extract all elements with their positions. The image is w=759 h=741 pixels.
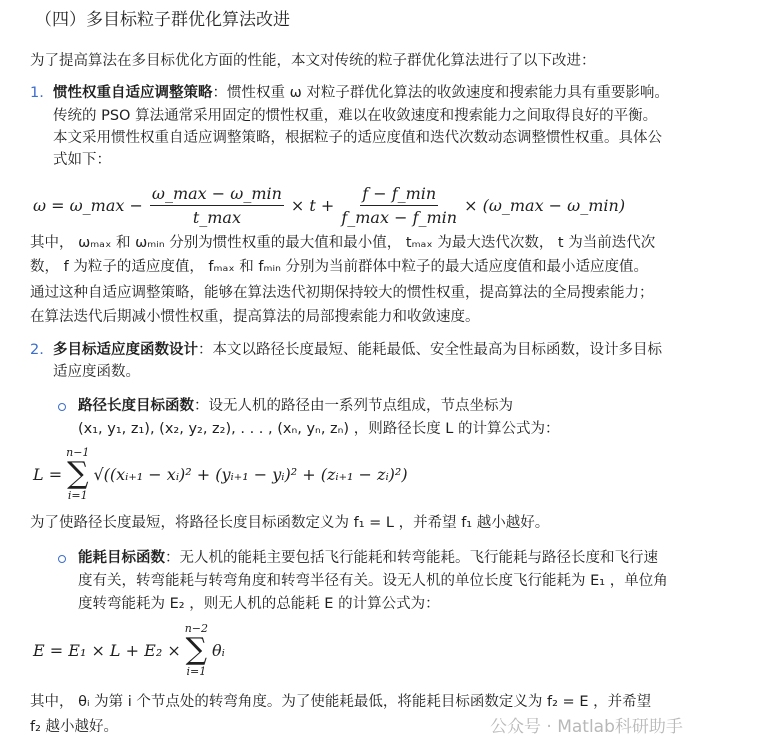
sum-lower: i=1	[186, 665, 207, 678]
denominator: f_max − f_min	[341, 208, 458, 227]
intro-text: 为了提高算法在多目标优化方面的性能，本文对传统的粒子群优化算法进行了以下改进：	[30, 53, 596, 69]
item1-line: 传统的 PSO 算法通常采用固定的惯性权重，难以在收敛速度和搜索能力之间取得良好的平衡。	[53, 108, 658, 124]
sub1-label: 路径长度目标函数	[78, 398, 194, 414]
list-number-2: 2.	[30, 342, 44, 358]
sub2-line: 度转弯能耗为 E₂ ，则无人机的总能耗 E 的计算公式为：	[78, 596, 440, 612]
formula-part: θᵢ	[212, 640, 225, 660]
numerator: ω_max − ω_min	[150, 184, 284, 206]
sub2-text: ：无人机的能耗主要包括飞行能耗和转弯能耗。飞行能耗与路径长度和飞行速	[165, 550, 658, 566]
item1-line	[53, 82, 669, 104]
item2-label: 多目标适应度函数设计	[53, 342, 198, 358]
formula-part: L =	[33, 464, 63, 484]
formula-part: √((xᵢ₊₁ − xᵢ)² + (yᵢ₊₁ − yᵢ)² + (zᵢ₊₁ − zᵢ)²)	[93, 464, 408, 484]
sum-symbol: n−1 ∑ i=1	[66, 446, 90, 502]
para1-line: 数， f 为粒子的适应度值， fₘₐₓ 和 fₘᵢₙ 分别为当前群体中粒子的最大适应度值和最小适应度值。	[30, 259, 649, 275]
numerator: f − f_min	[360, 184, 438, 206]
sub1-line: (x₁, y₁, z₁), (x₂, y₂, z₂), . . . , (xₙ, yₙ, zₙ) ，则路径长度 L 的计算公式为：	[78, 421, 560, 437]
sub2-line: 度有关，转弯能耗与转弯角度和转弯半径有关。设无人机的单位长度飞行能耗为 E₁ ，单位角	[78, 573, 668, 589]
sum-upper: n−1	[66, 446, 90, 459]
section-title: （四）多目标粒子群优化算法改进	[35, 10, 290, 30]
formula-part: ω = ω_max −	[33, 196, 143, 215]
fraction	[150, 184, 284, 227]
bullet-icon	[58, 555, 66, 563]
formula-part: × (ω_max − ω_min)	[464, 196, 626, 215]
item2-line	[53, 339, 662, 361]
formula-inertia-weight	[33, 184, 625, 227]
item1-line: 式如下：	[53, 152, 111, 168]
item2-text: ：本文以路径长度最短、能耗最低、安全性最高为目标函数，设计多目标	[198, 342, 662, 358]
denominator: t_max	[192, 208, 241, 227]
sub1-text: ：设无人机的路径由一系列节点组成，节点坐标为	[194, 398, 513, 414]
para3-line: f₂ 越小越好。	[30, 719, 119, 735]
para3-line: 其中， θᵢ 为第 i 个节点处的转弯角度。为了使能耗最低，将能耗目标函数定义为 f₂ = E ，并希望	[30, 694, 652, 710]
formula-path-length	[33, 446, 408, 502]
item2-line: 适应度函数。	[53, 364, 140, 380]
list-number-1: 1.	[30, 85, 44, 101]
formula-energy	[33, 622, 225, 678]
sub2-line	[78, 547, 658, 569]
item1-line: 本文采用惯性权重自适应调整策略，根据粒子的适应度值和迭代次数动态调整惯性权重。具体公	[53, 130, 662, 146]
para1-line: 在算法迭代后期减小惯性权重，提高算法的局部搜索能力和收敛速度。	[30, 309, 480, 325]
formula-part: E = E₁ × L + E₂ ×	[33, 640, 181, 660]
sum-upper: n−2	[184, 622, 209, 635]
sum-lower: i=1	[67, 489, 88, 502]
para2: 为了使路径长度最短，将路径长度目标函数定义为 f₁ = L ，并希望 f₁ 越小越好。	[30, 515, 550, 531]
sum-symbol: n−2 ∑ i=1	[184, 622, 209, 678]
item1-text: ：惯性权重 ω 对粒子群优化算法的收敛速度和搜索能力具有重要影响。	[212, 85, 669, 101]
para1-line: 通过这种自适应调整策略，能够在算法迭代初期保持较大的惯性权重，提高算法的全局搜索能力；	[30, 285, 654, 301]
sub1-line	[78, 395, 513, 417]
item1-label: 惯性权重自适应调整策略	[53, 85, 213, 101]
fraction	[341, 184, 457, 227]
para1-line: 其中， ωₘₐₓ 和 ωₘᵢₙ 分别为惯性权重的最大值和最小值， tₘₐₓ 为最大迭代次数， t 为当前迭代次	[30, 235, 656, 251]
bullet-icon	[58, 403, 66, 411]
watermark: 公众号 · Matlab科研助手	[490, 717, 683, 737]
formula-part: × t +	[290, 196, 335, 215]
sub2-label: 能耗目标函数	[78, 550, 165, 566]
